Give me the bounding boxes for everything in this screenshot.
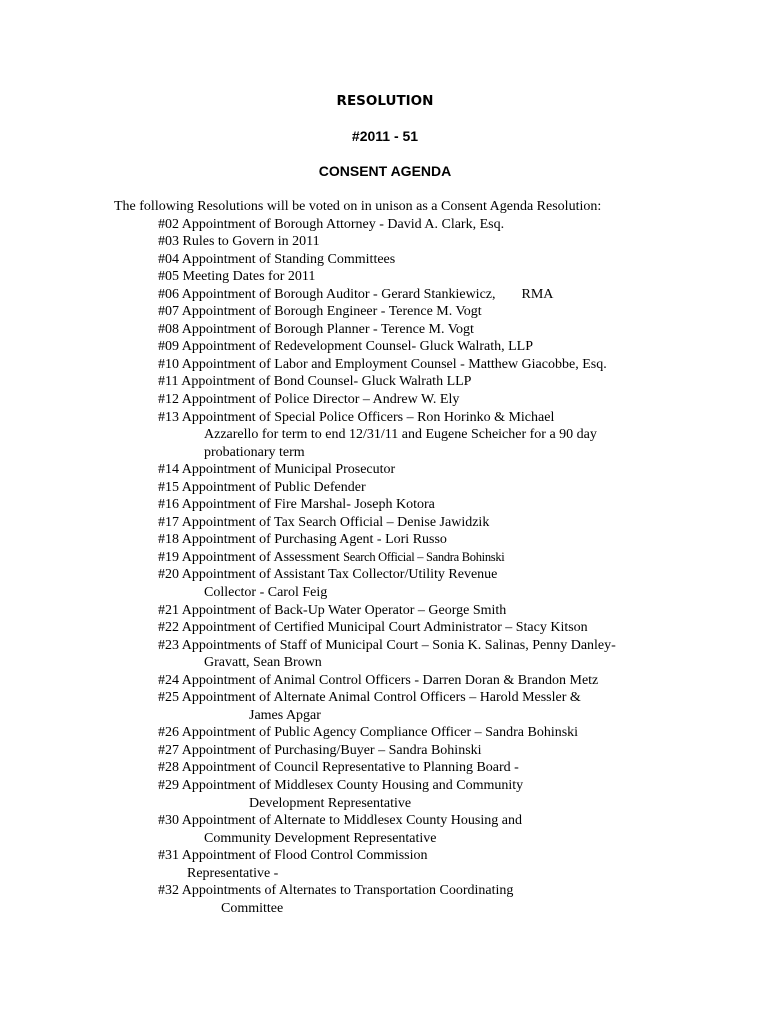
list-item-text: #06 Appointment of Borough Auditor - Gerard Stankiewicz, (158, 286, 496, 302)
list-item: #23 Appointments of Staff of Municipal Court – Sonia K. Salinas, Penny Danley- (158, 637, 616, 653)
list-item: #27 Appointment of Purchasing/Buyer – Sandra Bohinski (158, 742, 482, 758)
list-item: #07 Appointment of Borough Engineer - Terence M. Vogt (158, 304, 482, 320)
list-item (158, 286, 616, 304)
list-item: #18 Appointment of Purchasing Agent - Lori Russo (158, 532, 447, 548)
document-title: RESOLUTION (336, 93, 434, 109)
list-item: #29 Appointment of Middlesex County Housing and Community (158, 778, 524, 793)
list-item (158, 549, 616, 567)
list-item: #31 Appointment of Flood Control Commission (158, 848, 428, 864)
list-item: #20 Appointment of Assistant Tax Collector/Utility Revenue (158, 567, 498, 583)
list-item: #16 Appointment of Fire Marshal- Joseph Kotora (158, 497, 435, 513)
list-item: #21 Appointment of Back-Up Water Operator – George Smith (158, 602, 507, 618)
list-item: #28 Appointment of Council Representative to Planning Board - (158, 760, 519, 776)
resolution-list (158, 216, 616, 918)
list-item: #15 Appointment of Public Defender (158, 479, 366, 495)
list-item: #09 Appointment of Redevelopment Counsel- Gluck Walrath, LLP (158, 339, 533, 355)
list-item: #17 Appointment of Tax Search Official – Denise Jawidzik (158, 514, 490, 530)
list-item: #12 Appointment of Police Director – Andrew W. Ely (158, 391, 460, 407)
list-item: #11 Appointment of Bond Counsel- Gluck Walrath LLP (158, 374, 472, 390)
list-item: #25 Appointment of Alternate Animal Control Officers – Harold Messler & (158, 690, 581, 706)
list-item: #13 Appointment of Special Police Officers – Ron Horinko & Michael (158, 409, 555, 425)
list-item: #02 Appointment of Borough Attorney - David A. Clark, Esq. (158, 216, 505, 232)
agenda-subtitle: CONSENT AGENDA (318, 163, 452, 179)
intro-paragraph: The following Resolutions will be voted on in unison as a Consent Agenda Resolution: (114, 199, 602, 214)
list-item-continuation: Committee (221, 900, 284, 916)
list-item-continuation: Development Representative (249, 795, 412, 811)
list-item: #30 Appointment of Alternate to Middlesex County Housing and (158, 813, 522, 829)
list-item-continuation: James Apgar (249, 707, 321, 723)
list-item-continuation: Representative - (187, 865, 279, 881)
list-item: #26 Appointment of Public Agency Compliance Officer – Sandra Bohinski (158, 725, 579, 741)
list-item-continuation: Azzarello for term to end 12/31/11 and Eugene Scheicher for a 90 day (204, 427, 597, 443)
list-item: #04 Appointment of Standing Committees (158, 251, 396, 267)
list-item-continuation: Collector - Carol Feig (204, 584, 328, 600)
resolution-number: #2011 - 51 (351, 128, 419, 144)
list-item-text: Search Official – Sandra Bohinski (343, 549, 505, 564)
list-item: #10 Appointment of Labor and Employment Counsel - Matthew Giacobbe, Esq. (158, 356, 607, 372)
list-item: #05 Meeting Dates for 2011 (158, 269, 316, 285)
list-item-continuation: Gravatt, Sean Brown (204, 655, 322, 671)
list-item: #32 Appointments of Alternates to Transportation Coordinating (158, 883, 514, 899)
list-item: #24 Appointment of Animal Control Officers - Darren Doran & Brandon Metz (158, 672, 599, 688)
list-item-text: RMA (521, 286, 554, 302)
list-item-continuation: probationary term (204, 444, 305, 460)
list-item-text: #19 Appointment of Assessment (158, 549, 340, 565)
list-item: #08 Appointment of Borough Planner - Terence M. Vogt (158, 321, 474, 337)
list-item: #14 Appointment of Municipal Prosecutor (158, 462, 396, 478)
list-item: #22 Appointment of Certified Municipal Court Administrator – Stacy Kitson (158, 620, 588, 636)
list-item-continuation: Community Development Representative (204, 830, 437, 846)
list-item: #03 Rules to Govern in 2011 (158, 234, 320, 250)
